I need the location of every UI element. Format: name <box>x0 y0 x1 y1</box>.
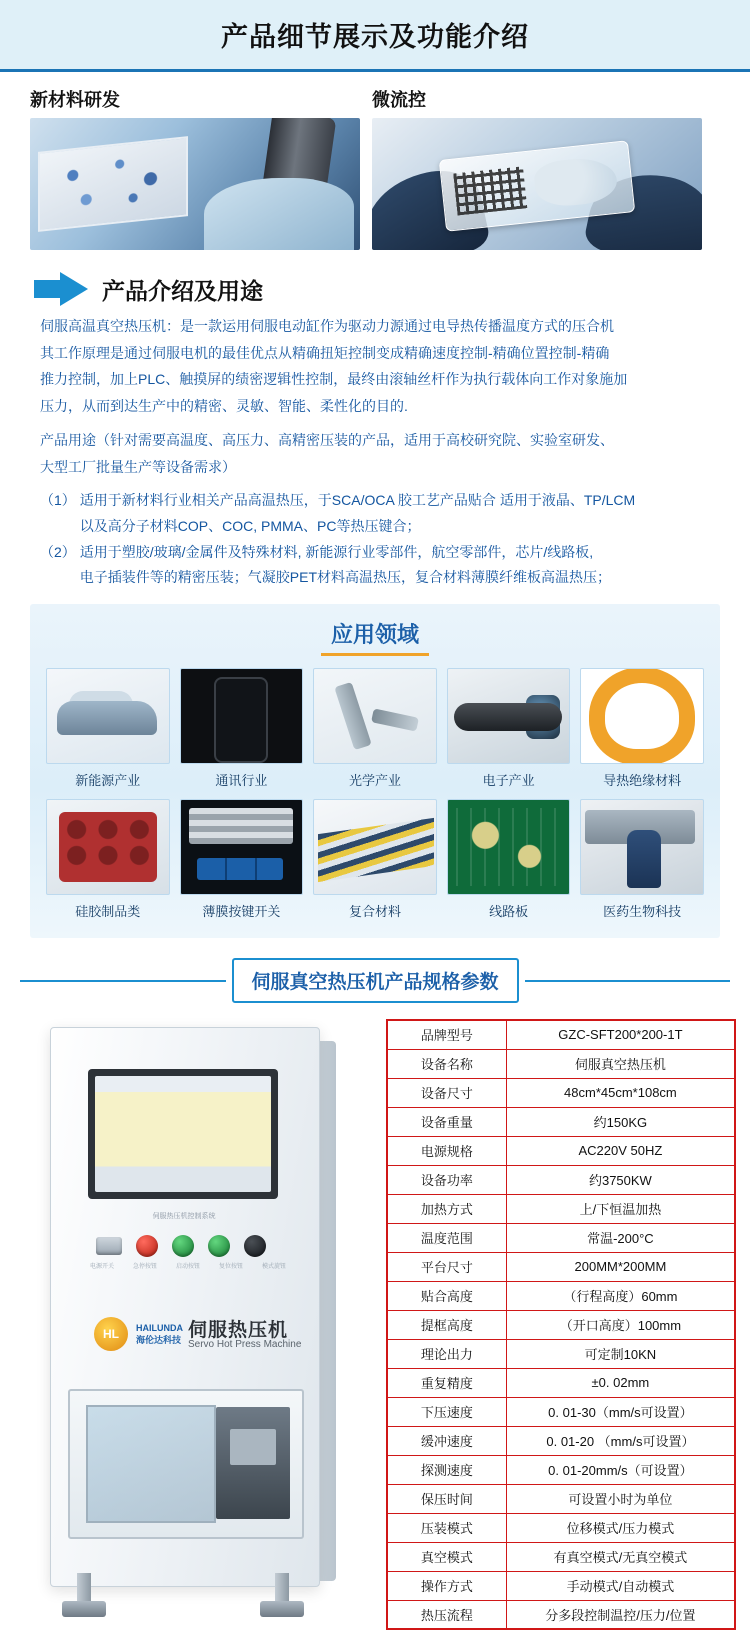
spec-key: 提框高度 <box>387 1310 506 1339</box>
table-row <box>387 1600 735 1629</box>
spec-key: 热压流程 <box>387 1600 506 1629</box>
spec-value: ±0. 02mm <box>506 1368 735 1397</box>
application-caption: 复合材料 <box>348 904 401 920</box>
list-line: 适用于新材料行业相关产品高温热压，于SCA/OCA 胶工艺产品贴合 适用于液晶、TP/LCM <box>79 492 636 508</box>
spec-value: 伺服真空热压机 <box>506 1049 735 1078</box>
spec-value: GZC-SFT200*200-1T <box>506 1020 735 1049</box>
intro-section-heading <box>0 256 750 310</box>
table-row <box>387 1136 735 1165</box>
spec-value: （行程高度）60mm <box>506 1281 735 1310</box>
application-item <box>180 799 304 920</box>
spec-value: 约150KG <box>506 1107 735 1136</box>
table-row <box>387 1223 735 1252</box>
usage-paragraph-group <box>40 428 716 479</box>
table-row <box>387 1455 735 1484</box>
table-row <box>387 1165 735 1194</box>
spec-key: 缓冲速度 <box>387 1426 506 1455</box>
spec-value: 0. 01-20 （mm/s可设置） <box>506 1426 735 1455</box>
application-caption: 硅胶制品类 <box>75 904 141 920</box>
machine-leg <box>275 1573 289 1603</box>
spec-value: 可定制10KN <box>506 1339 735 1368</box>
arrow-right-icon <box>34 272 88 306</box>
application-caption: 线路板 <box>489 904 529 920</box>
application-item <box>46 799 170 920</box>
photo-row <box>0 72 750 256</box>
smartphone-icon <box>180 668 304 764</box>
brand-name-cn: 海伦达科技 <box>136 1335 182 1346</box>
spec-table <box>386 1019 736 1630</box>
intro-line: 推力控制，加上PLC、触摸屏的绩密逻辑性控制，最终由滚轴丝杆作为执行载体向工作对象施加 <box>40 371 628 387</box>
table-row <box>387 1513 735 1542</box>
list-item-body <box>80 489 716 541</box>
spec-value: 0. 01-30（mm/s可设置） <box>506 1397 735 1426</box>
machine-title-cn: 伺服热压机 <box>188 1320 289 1342</box>
door-window <box>86 1405 216 1523</box>
microfluidic-chip-photo <box>372 118 702 250</box>
spec-value: 常温-200°C <box>506 1223 735 1252</box>
machine-control-buttons <box>96 1235 276 1257</box>
list-item <box>40 489 716 541</box>
machine-touchscreen <box>88 1069 278 1199</box>
microscope-research-photo <box>30 118 360 250</box>
application-fields-panel <box>30 604 720 938</box>
spec-key: 设备重量 <box>387 1107 506 1136</box>
machine-button-captions <box>90 1261 286 1270</box>
section-title: 产品介绍及用途 <box>102 277 263 304</box>
spec-key: 贴合高度 <box>387 1281 506 1310</box>
usage-line: 产品用途（针对需要高温度、高压力、高精密压装的产品，适用于高校研究院、实验室研发、 <box>40 432 614 448</box>
application-caption: 光学产业 <box>348 773 401 789</box>
membrane-switch-icon <box>180 799 304 895</box>
spec-key: 平台尺寸 <box>387 1252 506 1281</box>
machine-screen-content <box>95 1076 271 1192</box>
list-item-body <box>80 541 716 593</box>
spec-value: 位移模式/压力模式 <box>506 1513 735 1542</box>
thermal-insulation-ring-icon <box>580 668 704 764</box>
optical-instrument-icon <box>313 668 437 764</box>
button-caption: 模式旋钮 <box>261 1264 286 1271</box>
table-row <box>387 1049 735 1078</box>
application-item <box>447 799 571 920</box>
spec-value: 手动模式/自动模式 <box>506 1571 735 1600</box>
machine-chamber-door[interactable] <box>68 1389 304 1539</box>
spec-key: 下压速度 <box>387 1397 506 1426</box>
table-row <box>387 1310 735 1339</box>
application-item <box>313 799 437 920</box>
application-caption: 电子产业 <box>482 773 535 789</box>
table-row <box>387 1368 735 1397</box>
spec-value: AC220V 50HZ <box>506 1136 735 1165</box>
table-row <box>387 1426 735 1455</box>
monitor-shape <box>38 136 188 232</box>
spec-key: 加热方式 <box>387 1194 506 1223</box>
spec-value: 上/下恒温加热 <box>506 1194 735 1223</box>
application-title: 应用领域 <box>321 618 429 656</box>
photo-block-microfluidic <box>372 86 702 250</box>
spec-key: 探测速度 <box>387 1455 506 1484</box>
table-row <box>387 1571 735 1600</box>
table-row <box>387 1339 735 1368</box>
spec-key: 设备功率 <box>387 1165 506 1194</box>
spec-key: 温度范围 <box>387 1223 506 1252</box>
spec-key: 重复精度 <box>387 1368 506 1397</box>
photo-label: 新材料研发 <box>30 90 120 110</box>
spec-value: 200MM*200MM <box>506 1252 735 1281</box>
application-item <box>46 668 170 789</box>
application-caption: 薄膜按键开关 <box>202 904 281 920</box>
intro-line: 压力，从而到达生产中的精密、灵敏、智能、柔性化的目的. <box>40 397 408 414</box>
sample-dots-shape <box>46 145 180 223</box>
spec-value: 有真空模式/无真空模式 <box>506 1542 735 1571</box>
spec-value: 0. 01-20mm/s（可设置） <box>506 1455 735 1484</box>
start-button[interactable] <box>172 1235 194 1257</box>
intro-body <box>0 310 750 592</box>
intro-paragraph-group <box>40 314 716 418</box>
press-chamber <box>216 1407 290 1519</box>
silicone-product-icon <box>46 799 170 895</box>
machine-foot <box>260 1601 304 1617</box>
electric-car-icon <box>46 668 170 764</box>
table-row <box>387 1281 735 1310</box>
photo-label: 微流控 <box>372 90 426 110</box>
table-row <box>387 1484 735 1513</box>
spec-value: （开口高度）100mm <box>506 1310 735 1339</box>
machine-screen-label: 伺服热压机控制系统 <box>152 1213 216 1221</box>
machine-brand <box>94 1317 183 1351</box>
list-line: 以及高分子材料COP、COC, PMMA、PC等热压键合； <box>79 517 421 534</box>
list-item <box>40 541 716 593</box>
page-header <box>0 0 750 72</box>
spec-key: 操作方式 <box>387 1571 506 1600</box>
electronic-scope-icon <box>447 668 571 764</box>
application-item <box>447 668 571 789</box>
spec-key: 理论出力 <box>387 1339 506 1368</box>
spec-key: 保压时间 <box>387 1484 506 1513</box>
spec-key: 设备尺寸 <box>387 1078 506 1107</box>
application-caption: 医药生物科技 <box>603 904 682 920</box>
button-caption: 电源开关 <box>90 1264 115 1271</box>
application-caption: 新能源产业 <box>75 773 141 789</box>
list-line: 适用于塑胶/玻璃/金属件及特殊材料, 新能源行业零部件，航空零部件，芯片/线路板, <box>79 543 594 560</box>
machine-leg <box>77 1573 91 1603</box>
operator-shape <box>204 178 354 250</box>
button-caption: 启动按钮 <box>175 1264 200 1271</box>
brand-logo-icon <box>94 1317 128 1351</box>
list-line: 电子插装件等的精密压装；气凝胶PET材料高温热压，复合材料薄膜纤维板高温热压； <box>79 569 612 586</box>
button-caption: 复位按钮 <box>218 1264 243 1271</box>
spec-value: 可设置小时为单位 <box>506 1484 735 1513</box>
application-item <box>180 668 304 789</box>
list-item-number: （1） <box>40 492 76 508</box>
spec-key: 电源规格 <box>387 1136 506 1165</box>
machine-photo <box>10 1017 380 1617</box>
application-item <box>313 668 437 789</box>
spec-key: 设备名称 <box>387 1049 506 1078</box>
mode-knob[interactable] <box>244 1235 266 1257</box>
table-row <box>387 1542 735 1571</box>
table-row <box>387 1397 735 1426</box>
spec-value: 约3750KW <box>506 1165 735 1194</box>
biotech-lab-icon <box>580 799 704 895</box>
machine-foot <box>62 1601 106 1617</box>
application-item <box>580 668 704 789</box>
application-title-wrap <box>46 618 704 656</box>
spec-banner-wrap <box>0 958 750 1003</box>
brand-name-en: HAILUNDA <box>136 1323 183 1334</box>
table-row <box>387 1107 735 1136</box>
page-title: 产品细节展示及功能介绍 <box>221 22 529 52</box>
list-item-number: （2） <box>40 543 76 560</box>
photo-block-new-material <box>30 86 360 250</box>
application-grid <box>46 668 704 920</box>
machine-title-en: Servo Hot Press Machine <box>188 1339 302 1351</box>
spec-value: 48cm*45cm*108cm <box>506 1078 735 1107</box>
spec-section <box>0 1011 750 1648</box>
application-item <box>580 799 704 920</box>
pcb-board-icon <box>447 799 571 895</box>
reset-button[interactable] <box>208 1235 230 1257</box>
table-row <box>387 1078 735 1107</box>
power-switch-button[interactable] <box>96 1237 122 1255</box>
intro-line: 伺服高温真空热压机：是一款运用伺服电动缸作为驱动力源通过电导热传播温度方式的压合机 <box>40 318 614 334</box>
intro-line: 其工作原理是通过伺服电机的最佳优点从精确扭矩控制变成精确速度控制-精确位置控制-精确 <box>40 344 610 361</box>
emergency-stop-button[interactable] <box>136 1235 158 1257</box>
brand-text <box>136 1322 183 1346</box>
spec-key: 压装模式 <box>387 1513 506 1542</box>
table-row <box>387 1252 735 1281</box>
button-caption: 急停按钮 <box>132 1264 157 1271</box>
application-caption: 通讯行业 <box>215 773 268 789</box>
usage-line: 大型工厂批量生产等设备需求） <box>40 458 236 475</box>
spec-banner: 伺服真空热压机产品规格参数 <box>232 958 519 1003</box>
table-row <box>387 1020 735 1049</box>
spec-value: 分多段控制温控/压力/位置 <box>506 1600 735 1629</box>
composite-material-icon <box>313 799 437 895</box>
spec-key: 真空模式 <box>387 1542 506 1571</box>
table-row <box>387 1194 735 1223</box>
application-caption: 导热绝缘材料 <box>603 773 682 789</box>
spec-key: 品牌型号 <box>387 1020 506 1049</box>
